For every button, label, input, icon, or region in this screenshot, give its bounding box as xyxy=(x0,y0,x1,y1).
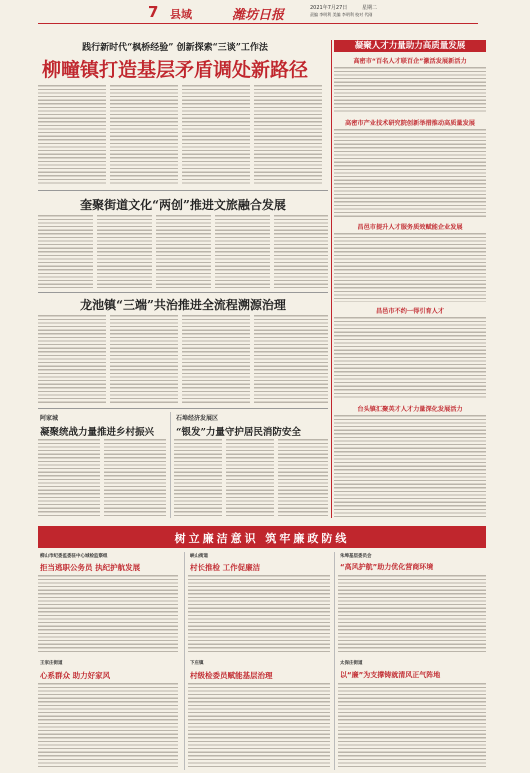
bottom-col1-headline: 拒当逃职公务员 执纪护航发展 xyxy=(40,563,141,572)
article2-headline: 奎聚街道文化“两创”推进文旅融合发展 xyxy=(80,198,286,212)
masthead xyxy=(0,0,530,26)
bottom-col3b-body xyxy=(338,682,486,768)
issue-weekday: 星期二 xyxy=(362,5,378,11)
lower-left-body-2 xyxy=(104,438,166,518)
right-section-title: 凝聚人才力量助力高质量发展 xyxy=(334,40,486,52)
bottom-col1b-dept: 王家庄街道 xyxy=(40,661,63,666)
lower-mid-body-1 xyxy=(174,438,222,518)
divider xyxy=(38,292,328,293)
banner-text: 树立廉洁意识 筑牢廉政防线 xyxy=(174,532,350,545)
lower-mid-headline: “银发”力量守护居民消防安全 xyxy=(176,427,301,438)
top-kicker: 践行新时代“枫桥经验” 创新探索“三谈”工作法 xyxy=(82,43,268,53)
column-divider xyxy=(170,412,171,518)
column-divider xyxy=(331,40,332,518)
right-item-5-headline: 台头镇汇聚英才人才力量深化发展活力 xyxy=(357,406,463,413)
bottom-col2b-headline: 村级检委员赋能基层治理 xyxy=(190,671,273,680)
lower-left-headline: 凝聚统战力量推进乡村振兴 xyxy=(40,427,155,438)
article3-body-4 xyxy=(254,314,328,404)
top-headline: 柳疃镇打造基层矛盾调处新路径 xyxy=(41,59,308,81)
divider xyxy=(38,190,328,191)
brand-logo: 潍坊日报 xyxy=(232,8,285,23)
article3-headline: 龙池镇“三端”共治推进全流程溯源治理 xyxy=(80,298,286,312)
article2-body-1 xyxy=(38,214,93,288)
bottom-col2-dept: 峡山街道 xyxy=(190,554,208,559)
bottom-col1-body xyxy=(38,574,178,654)
top-article-body-2 xyxy=(110,84,178,184)
editors-line: 责编 李明利 美编 李明利 校对 代刚 xyxy=(310,12,373,17)
top-article-body-3 xyxy=(182,84,250,184)
article3-body-3 xyxy=(182,314,250,404)
lower-mid-body-3 xyxy=(278,438,328,518)
bottom-col1-dept: 柳山市纪委监委驻中心城检监察组 xyxy=(40,554,108,559)
right-item-1-body xyxy=(334,66,486,114)
article2-body-5 xyxy=(274,214,328,288)
issue-date: 2021年7月27日 xyxy=(310,5,348,11)
right-item-1-headline: 高密市“百名人才联百企”激活发展新活力 xyxy=(353,58,467,65)
article3-body-2 xyxy=(110,314,178,404)
lower-left-body-1 xyxy=(38,438,100,518)
bottom-col1b-body xyxy=(38,682,178,768)
bottom-col2-headline: 村长推检 工作促廉洁 xyxy=(190,563,261,572)
right-item-5-body xyxy=(334,414,486,518)
bottom-col2b-body xyxy=(188,682,330,768)
banner xyxy=(38,526,486,548)
lower-mid-body-2 xyxy=(226,438,274,518)
bottom-col3b-headline: 以“廉”为支撑铸就清风正气阵地 xyxy=(340,671,441,679)
bottom-col3b-dept: 太保庄街道 xyxy=(340,661,363,666)
bottom-col3-dept: 朱埠基层委员会 xyxy=(340,554,372,559)
bottom-col2-body xyxy=(188,574,330,654)
article3-body-1 xyxy=(38,314,106,404)
article2-body-2 xyxy=(97,214,152,288)
bottom-col3-headline: “高风护航”助力优化营商环境 xyxy=(340,563,434,571)
right-item-4-headline: 昌邑市不约一得引育人才 xyxy=(375,308,445,315)
lower-left-dept: 阿家城 xyxy=(40,415,59,422)
right-item-2-headline: 高密市产业技术研究院创新举措推动高质量发展 xyxy=(345,120,475,127)
top-article-body-4 xyxy=(254,84,322,184)
article2-body-4 xyxy=(215,214,270,288)
divider xyxy=(38,408,328,409)
right-item-2-body xyxy=(334,128,486,218)
masthead-rule xyxy=(38,23,478,24)
right-item-3-body xyxy=(334,232,486,302)
column-divider xyxy=(184,552,185,770)
top-article-body-1 xyxy=(38,84,106,184)
bottom-col1b-headline: 心系群众 助力好家风 xyxy=(40,671,111,680)
lower-mid-dept: 石埠经济发展区 xyxy=(176,415,219,422)
bottom-col2b-dept: 下庄镇 xyxy=(190,661,204,666)
section-name: 县域 xyxy=(170,8,192,21)
right-item-4-body xyxy=(334,316,486,400)
column-divider xyxy=(334,552,335,770)
article2-body-3 xyxy=(156,214,211,288)
page-number: 7 xyxy=(148,3,159,21)
bottom-col3-body xyxy=(338,574,486,654)
right-item-3-headline: 昌邑市提升人才服务质效赋能企业发展 xyxy=(357,224,463,231)
